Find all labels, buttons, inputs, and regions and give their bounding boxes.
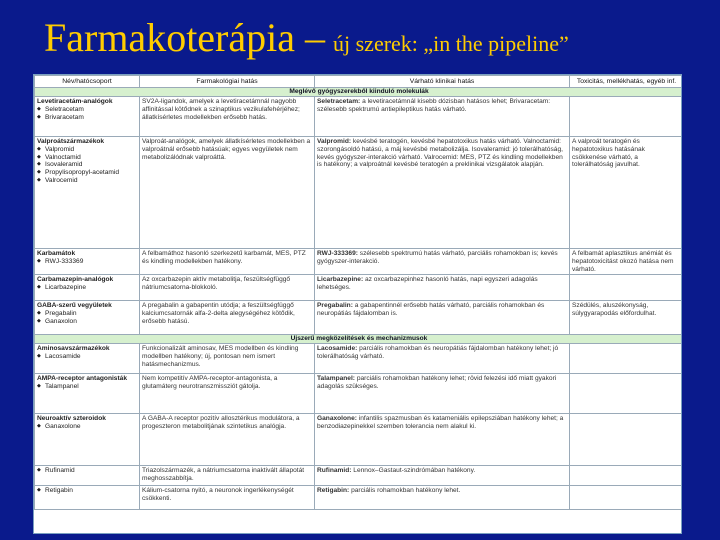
tox-cell (570, 97, 683, 137)
drug-item: ◆ Retigabin (37, 487, 137, 495)
tox-cell (570, 344, 683, 374)
tox-cell (570, 275, 683, 301)
drug-item: ◆ Talampanel (37, 383, 137, 391)
clinical-text: parciális rohamokban és neuropátiás fájdalomban hatékony lehet; jó tolerálhatóság várható. (317, 345, 559, 361)
drug-table (33, 74, 682, 534)
clinical-text: a gabapentinnél erősebb hatás várható, parciális rohamokban és neuropátiás fájdalomban is. (317, 302, 545, 318)
col-header: Toxicitás, mellékhatás, egyéb inf. (570, 76, 683, 88)
table-row (35, 466, 683, 486)
pharm-cell: Triazolszármazék, a nátriumcsatorna inaktivált állapotát meghosszabbítja. (140, 466, 315, 486)
table-row (35, 486, 683, 510)
drug-item: ◆ Valrocemid (37, 177, 137, 185)
pharm-cell: A GABA-A receptor pozitív allosztérikus modulátora, a progeszteron metabolitjának szintetikus analógja. (140, 414, 315, 466)
group-name: Aminosavszármazékok (37, 345, 110, 353)
group-cell (35, 374, 140, 414)
clinical-text: parciális rohamokban hatékony lehet. (351, 487, 461, 495)
pharm-cell: A felbamáthoz hasonló szerkezetű karbamát, MES, PTZ és kindling modellekben hatékony. (140, 249, 315, 275)
clinical-cell (315, 466, 570, 486)
table-row (35, 275, 683, 301)
tox-cell (570, 466, 683, 486)
drug-item: ◆ Brivaracetam (37, 114, 137, 122)
slide-title (44, 14, 569, 61)
pharm-cell: A pregabalin a gabapentin utódja; a feszültségfüggő kalciumcsatornák alfa-2-delta alegységéhez kötődik, erősebb hatású. (140, 301, 315, 335)
drug-item: ◆ Valpromid (37, 146, 137, 154)
drug-label: Seletracetam: (317, 98, 361, 105)
clinical-text: szélesebb spektrumú hatás várható, parciális rohamokban is; kevés gyógyszer-interakció. (317, 250, 558, 265)
clinical-cell (315, 486, 570, 510)
group-cell (35, 414, 140, 466)
pharm-cell: Funkcionalizált aminosav, MES modellben és kindling modellben hatékony; új, pontosan nem ismert hatásmechanizmus. (140, 344, 315, 374)
clinical-cell (315, 414, 570, 466)
clinical-cell (315, 374, 570, 414)
clinical-text: kevésbé teratogén, kevésbé hepatotoxikus hatás várható. Valnoctamid: szorongásoldó hatású, a máj kevésbé metabolizálja. Isovaleramid: jó tolerálhatóság, kevés gyógyszer-interakció várható. Valrocemid: MES, PTZ és kindling modellekben is hatékony; a valproátnál kevésbé teratogén a preklinikai vizsgálatok alapján. (317, 138, 563, 169)
drug-label: Rufinamid: (317, 467, 352, 475)
tox-cell: Szédülés, aluszékonyság, súlygyarapodás előfordulhat. (570, 301, 683, 335)
group-cell (35, 344, 140, 374)
clinical-cell (315, 97, 570, 137)
drug-item: ◆ Valnoctamid (37, 154, 137, 162)
title-main: Farmakoterápia – (44, 15, 325, 60)
table-row (35, 249, 683, 275)
section-band-label: Újszerű megközelítések és mechanizmusok (35, 335, 683, 344)
tox-cell (570, 486, 683, 510)
clinical-text: az oxcarbazepinhez hasonló hatás, napi egyszeri adagolás lehetséges. (317, 276, 538, 292)
tox-cell (570, 374, 683, 414)
section-band (35, 335, 683, 344)
group-name: Carbamazepin-analógok (37, 276, 114, 284)
group-cell (35, 137, 140, 249)
clinical-cell (315, 301, 570, 335)
group-name: GABA-szerű vegyületek (37, 302, 112, 310)
table-row (35, 301, 683, 335)
drug-item: ◆ Ganaxolon (37, 318, 137, 326)
clinical-text: a levetiracetámnál kisebb dózisban hatásos lehet; Brivaracetam: szélesebb spektrumú antiepileptikus hatás várható. (317, 98, 551, 113)
drug-label: Licarbazepine: (317, 276, 364, 284)
table-row (35, 344, 683, 374)
clinical-cell (315, 344, 570, 374)
drug-item: ◆ Licarbazepine (37, 284, 137, 292)
group-name: Levetiracetám-analógok (37, 98, 113, 105)
drug-label: RWJ-333369: (317, 250, 358, 257)
group-cell (35, 97, 140, 137)
pharm-cell: Nem kompetitív AMPA-receptor-antagonista, a glutamáterg neurotranszmissziót gátolja. (140, 374, 315, 414)
pharm-cell: SV2A-ligandok, amelyek a levetiracetámnál nagyobb affinitással kötődnek a szinaptikus vezikulafehérjéhez; állatkísérletes modellekben erősebb hatás. (140, 97, 315, 137)
tox-cell: A felbamát aplasztikus anémiát és hepatotoxicitást okozó hatása nem várható. (570, 249, 683, 275)
group-name: Karbamátok (37, 250, 76, 257)
table-header-row (35, 76, 683, 88)
drug-item: ◆ Ganaxolone (37, 423, 137, 431)
table-row (35, 97, 683, 137)
drug-label: Lacosamide: (317, 345, 358, 353)
col-header: Farmakológiai hatás (140, 76, 315, 88)
clinical-cell (315, 275, 570, 301)
pharm-cell: Az oxcarbazepin aktív metabolitja, feszültségfüggő nátriumcsatorna-blokkoló. (140, 275, 315, 301)
group-cell (35, 301, 140, 335)
drug-item: ◆ Lacosamide (37, 353, 137, 361)
group-name: Neuroaktív szteroidok (37, 415, 106, 423)
clinical-text: infantilis spazmusban és katameniális epilepsziában hatékony lehet; a benzodiazepinekkel szemben tolerancia nem alakul ki. (317, 415, 564, 431)
drug-label: Pregabalin: (317, 302, 353, 310)
group-cell (35, 249, 140, 275)
drug-item: ◆ RWJ-333369 (37, 258, 137, 266)
drug-item: ◆ Propylisopropyl-acetamid (37, 169, 137, 177)
drug-label: Talampanel: (317, 375, 355, 383)
clinical-text: Lennox–Gastaut-szindrómában hatékony. (353, 467, 476, 475)
group-name: Valproátszármazékok (37, 138, 105, 145)
group-name: AMPA-receptor antagonisták (37, 375, 128, 383)
drug-label: Ganaxolone: (317, 415, 357, 423)
drug-item: ◆ Isovaleramid (37, 161, 137, 169)
clinical-cell (315, 137, 570, 249)
pharm-cell: Valproát-analógok, amelyek állatkísérletes modellekben a valproátnál erősebb hatásúak; egyes vegyületek nem metabolizálódnak valproáttá. (140, 137, 315, 249)
group-cell (35, 466, 140, 486)
pharm-cell: Kálium-csatorna nyitó, a neuronok ingerlékenységét csökkenti. (140, 486, 315, 510)
col-header: Várható klinikai hatás (315, 76, 570, 88)
title-sub: új szerek: „in the pipeline” (333, 31, 569, 56)
section-band (35, 88, 683, 97)
tox-cell: A valproát teratogén és hepatotoxikus hatásának csökkenése várható, a tolerálhatóság javulhat. (570, 137, 683, 249)
section-band-label: Meglévő gyógyszerekből kiinduló molekulák (35, 88, 683, 97)
drug-item: ◆ Rufinamid (37, 467, 137, 475)
table-row (35, 374, 683, 414)
drug-label: Retigabin: (317, 487, 350, 495)
clinical-cell (315, 249, 570, 275)
group-cell (35, 486, 140, 510)
clinical-text: parciális rohamokban hatékony lehet; rövid felezési idő miatt gyakori adagolás szükséges. (317, 375, 557, 391)
col-header: Név/hatócsoport (35, 76, 140, 88)
drug-item: ◆ Seletracetam (37, 106, 137, 114)
drug-label: Valpromid: (317, 138, 352, 145)
group-cell (35, 275, 140, 301)
table-row (35, 414, 683, 466)
drug-item: ◆ Pregabalin (37, 310, 137, 318)
table-row (35, 137, 683, 249)
tox-cell (570, 414, 683, 466)
